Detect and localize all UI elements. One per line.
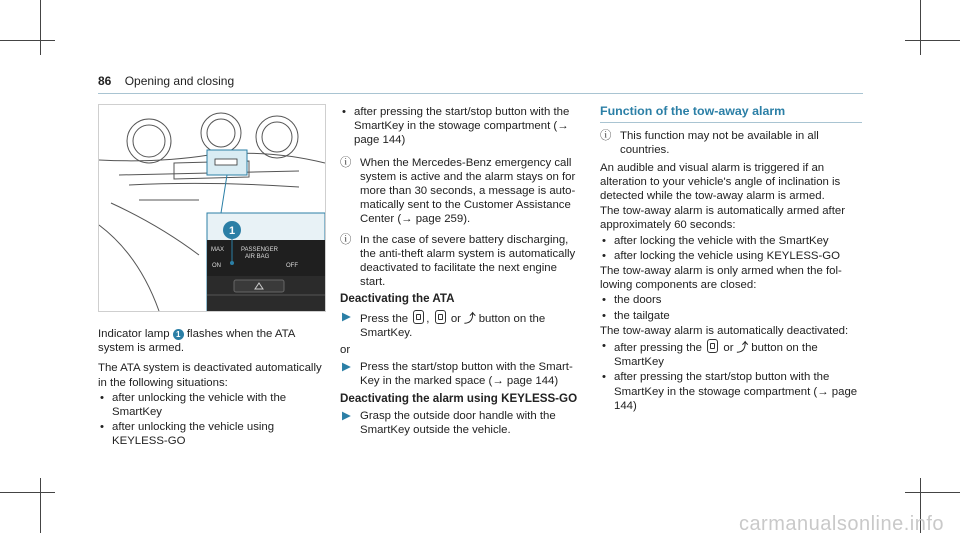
unlock-key-icon xyxy=(435,310,446,324)
action-text: button on the SmartKey. xyxy=(360,312,546,339)
list-item-text: after locking the vehicle with the SmartKey xyxy=(614,234,829,247)
column-3 xyxy=(600,104,862,414)
list-item xyxy=(600,309,862,323)
callout-badge: 1 xyxy=(173,329,184,340)
subheading-keyless-go: Deactivating the alarm using KEYLESS-GO xyxy=(340,391,578,405)
intro-paragraph xyxy=(98,327,328,355)
fig-label-airbag: AIR BAG xyxy=(245,254,270,260)
list-item-text: after pressing the start/stop button with the SmartKey in the stowage compartment (→ page 144) xyxy=(614,371,858,412)
bullet-icon: • xyxy=(602,371,606,384)
page-number: 86 xyxy=(98,74,112,88)
list-item xyxy=(340,105,585,148)
list-item xyxy=(600,370,862,413)
crop-mark xyxy=(0,40,55,41)
action-text: Press the start/stop button with the SmartKey in the marked space (→ page 144) xyxy=(360,361,573,388)
bullet-icon: • xyxy=(602,249,606,262)
crop-mark xyxy=(40,0,41,55)
info-icon: ⓘ xyxy=(600,130,612,143)
column-1 xyxy=(98,327,328,450)
bullet-icon: • xyxy=(602,340,606,353)
list-item-text: after pressing the start/stop button with the SmartKey in the stowage compartment (→ page 144) xyxy=(354,106,570,147)
bullet-icon: • xyxy=(602,294,606,307)
list-item-text: the doors xyxy=(614,294,662,307)
fig-label-passenger: PASSENGER xyxy=(241,247,278,253)
paragraph: An audible and visual alarm is triggered if an alteration to your vehicle's angle of inclination is detected while the tow-away alarm is armed. xyxy=(600,161,841,203)
deactivation-paragraph: The ATA system is deactivated automatically in the following situations: xyxy=(98,362,322,389)
action-arrow-icon: ▶ xyxy=(342,310,351,323)
action-text: Press the xyxy=(360,312,409,325)
list-item xyxy=(98,391,328,419)
tailgate-key-icon: ⤴ xyxy=(464,312,476,325)
or-separator: or xyxy=(340,344,351,357)
list-item-text: button on the SmartKey xyxy=(614,342,818,369)
crop-mark xyxy=(905,40,960,41)
separator: , xyxy=(426,312,430,325)
action-step xyxy=(340,310,585,340)
info-note xyxy=(340,233,585,290)
crop-mark xyxy=(0,492,55,493)
bullet-icon: • xyxy=(100,391,104,404)
header-rule xyxy=(98,93,863,94)
crop-mark xyxy=(905,492,960,493)
fig-label-on: ON xyxy=(212,263,221,269)
list-item-text: after locking the vehicle using KEYLESS-GO xyxy=(614,249,841,262)
bullet-icon: • xyxy=(602,309,606,322)
fig-label-max: MAX xyxy=(211,247,225,253)
section-title: Opening and closing xyxy=(124,74,235,88)
info-icon: ⓘ xyxy=(340,156,352,169)
info-note xyxy=(340,156,585,227)
dashboard-drawing xyxy=(99,105,325,311)
callout-number: 1 xyxy=(228,225,236,237)
list-item xyxy=(600,339,862,369)
info-icon: ⓘ xyxy=(340,233,352,246)
paragraph: The tow-away alarm is only armed when the following components are closed: xyxy=(600,265,842,292)
section-heading: Function of the tow-away alarm xyxy=(600,104,786,118)
bullet-icon: • xyxy=(342,106,346,118)
action-step xyxy=(340,409,585,437)
action-text: Grasp the outside door handle with the SmartKey outside the vehicle. xyxy=(360,409,556,437)
list-item-text: after unlocking the vehicle using KEYLESS-GO xyxy=(112,421,275,448)
dashboard-illustration xyxy=(98,104,326,312)
note-text: When the Mercedes-Benz emergency call system is active and the alarm stays on for more than 30 seconds, a message is automatically sent to the Customer Assistance Center (→ page 259). xyxy=(360,156,576,226)
crop-mark xyxy=(40,478,41,533)
column-2 xyxy=(340,104,585,440)
bullet-icon: • xyxy=(100,421,104,434)
subheading-deactivating-ata: Deactivating the ATA xyxy=(340,292,455,306)
paragraph: The tow-away alarm is automatically deactivated: xyxy=(600,324,849,337)
note-text: This function may not be available in all countries. xyxy=(620,130,819,157)
info-note xyxy=(600,129,862,157)
or-text: or xyxy=(723,342,734,355)
fig-label-off: OFF xyxy=(286,263,298,269)
note-text: In the case of severe battery discharging, the anti-theft alarm system is automatically deactivated to facilitate the next engine start. xyxy=(360,233,576,289)
tailgate-key-icon: ⤴ xyxy=(736,342,749,355)
intro-text-b: flashes when the ATA system is armed. xyxy=(98,328,295,355)
lock-key-icon xyxy=(413,310,424,324)
or-text: or xyxy=(450,312,461,325)
list-item-text: after pressing the xyxy=(614,342,703,355)
paragraph: The tow-away alarm is automatically armed after approximately 60 seconds: xyxy=(600,205,845,232)
list-item-text: the tailgate xyxy=(614,309,670,322)
watermark: carmanualsonline.info xyxy=(738,512,944,535)
bullet-icon: • xyxy=(602,234,606,247)
list-item xyxy=(600,293,862,307)
section-rule xyxy=(600,122,862,123)
crop-mark xyxy=(920,0,921,55)
action-step xyxy=(340,360,585,388)
page-header xyxy=(98,74,234,88)
action-arrow-icon: ▶ xyxy=(342,361,351,374)
list-item xyxy=(600,249,862,263)
list-item-text: after unlocking the vehicle with the SmartKey xyxy=(112,391,287,419)
lock-key-icon xyxy=(707,339,718,353)
action-arrow-icon: ▶ xyxy=(342,409,351,422)
list-item xyxy=(600,234,862,248)
list-item xyxy=(98,420,328,448)
intro-text-a: Indicator lamp xyxy=(98,328,170,340)
